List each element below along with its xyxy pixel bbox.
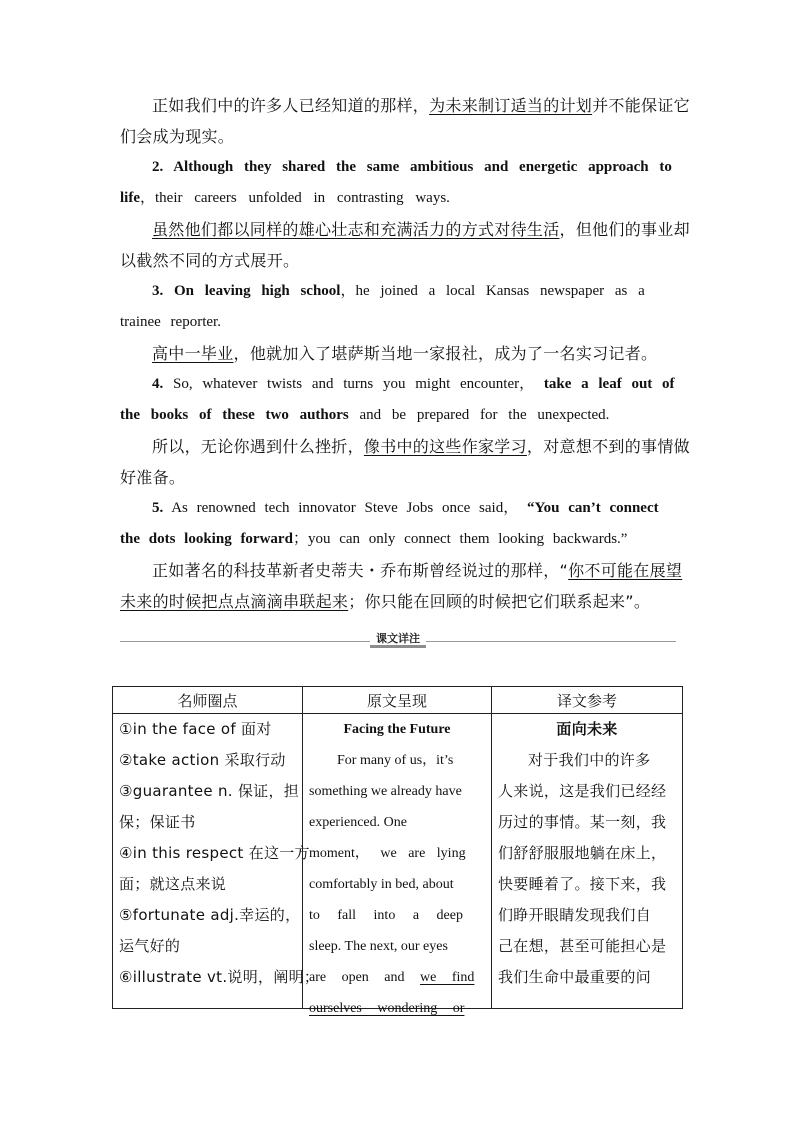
translation-line: 己在想，甚至可能担心是	[498, 937, 667, 955]
translation-line: 人来说，这是我们已经经	[498, 782, 667, 800]
paragraph-1-line-1	[120, 90, 690, 121]
note-item: ⑤fortunate adj.幸运的，	[119, 906, 301, 924]
notes-cell	[113, 714, 320, 1009]
section-divider	[120, 632, 676, 646]
sentence-2-en-line-1	[120, 152, 676, 183]
text-span: ，he joined a local Kansas newspaper as a	[340, 283, 645, 299]
sentence-2-cn-line-2: 以截然不同的方式展开。	[120, 251, 300, 270]
underlined-phrase: 未来的时候把点点滴滴串联起来	[120, 592, 349, 611]
note-item: ①in the face of 面对	[119, 720, 272, 738]
table-header-row	[113, 687, 683, 714]
text-span: 所以，无论你遇到什么挫折，	[152, 437, 364, 456]
original-line: For many of us，it’s	[337, 753, 454, 768]
original-line: something we already have	[309, 784, 462, 799]
sentence-number: 4.	[152, 376, 164, 392]
sentence-3-en-line-1	[120, 276, 676, 307]
bold-phrase: life	[120, 190, 140, 206]
translation-line: 快要睡着了。接下来，我	[498, 875, 667, 893]
note-item: ④in this respect 在这一方	[119, 844, 310, 862]
header-original: 原文呈现	[303, 687, 492, 714]
sentence-2-en-line-2	[120, 183, 676, 214]
translation-line: 们睁开眼睛发现我们自	[498, 906, 652, 924]
table-row	[113, 714, 683, 1009]
sentence-number: 2.	[152, 159, 164, 175]
text-span: Although they shared the same ambitious and energetic approach to	[173, 159, 672, 175]
original-text-cell	[303, 714, 492, 1016]
text-span: ，他就加入了堪萨斯当地一家报社，成为了一名实习记者。	[233, 344, 658, 363]
translation-title: 面向未来	[556, 720, 618, 738]
text-span: ；you can only connect them looking backwards.”	[292, 531, 628, 547]
header-translation: 译文参考	[492, 687, 683, 714]
original-line: comfortably in bed, about	[309, 877, 454, 892]
text-span: As renowned tech innovator Steve Jobs once said，	[171, 500, 519, 516]
bold-phrase: the dots looking forward	[120, 531, 293, 547]
note-item: ⑥illustrate vt.说明，阐明；	[119, 968, 320, 986]
bold-phrase: take a leaf out of	[543, 376, 675, 392]
underlined-phrase: 像书中的这些作家学习	[363, 437, 527, 456]
text-span: ，对意想不到的事情做	[526, 437, 690, 456]
sentence-number: 5.	[152, 500, 164, 516]
section-label: 课文详注	[370, 632, 426, 648]
note-item: 面；就这点来说	[119, 875, 227, 893]
translation-line: 历过的事情。某一刻，我	[498, 813, 667, 831]
note-item: 运气好的	[119, 937, 181, 955]
sentence-4-cn-line-1	[120, 431, 690, 462]
text-body	[120, 90, 690, 617]
sentence-4-en-line-1	[120, 369, 676, 400]
underlined-phrase: 高中一毕业	[152, 344, 234, 363]
sentence-5-cn-line-2	[120, 586, 676, 617]
text-span: and be prepared for the unexpected.	[359, 407, 610, 423]
sentence-3-cn-line-1	[120, 338, 676, 369]
text-span: 并不能保证它	[592, 96, 690, 115]
translation-line: 我们生命中最重要的问	[498, 968, 652, 986]
text-span: 正如著名的科技革新者史蒂夫・乔布斯曾经说过的那样，“	[152, 561, 569, 580]
original-line: to fall into a deep	[309, 908, 463, 923]
sentence-5-cn-line-1	[120, 555, 683, 586]
original-line: sleep. The next, our eyes	[309, 939, 448, 954]
translation-line: 们舒舒服服地躺在床上，	[498, 844, 667, 862]
original-line: moment， we are lying	[309, 846, 466, 861]
note-item: 保；保证书	[119, 813, 196, 831]
bold-phrase: On leaving high school	[174, 283, 341, 299]
original-line	[309, 962, 485, 993]
underlined-phrase: 虽然他们都以同样的雄心壮志和充满活力的方式对待生活	[152, 220, 560, 239]
text-span: ，但他们的事业却	[559, 220, 690, 239]
translation-line: 对于我们中的许多	[528, 751, 651, 769]
sentence-3-en-line-2: trainee reporter.	[120, 314, 221, 330]
bold-phrase: “You can’t connect	[526, 500, 659, 516]
bold-phrase: the books of these two authors	[120, 407, 349, 423]
note-item: ③guarantee n. 保证，担	[119, 782, 300, 800]
sentence-2-cn-line-1	[120, 214, 690, 245]
original-line: ourselves wondering or	[309, 1001, 465, 1016]
original-title: Facing the Future	[343, 722, 451, 737]
sentence-4-cn-line-2: 好准备。	[120, 468, 186, 487]
sentence-4-en-line-2	[120, 400, 676, 431]
header-notes: 名师圈点	[113, 687, 303, 714]
text-span: are open and	[309, 970, 405, 985]
sentence-5-en-line-1	[120, 493, 676, 524]
text-span: ；你只能在回顾的时候把它们联系起来”。	[348, 592, 651, 611]
sentence-number: 3.	[152, 283, 164, 299]
underlined-phrase: we find	[420, 970, 475, 985]
original-line: experienced. One	[309, 815, 407, 830]
translation-cell	[492, 714, 683, 1009]
paragraph-1-line-2: 们会成为现实。	[120, 127, 235, 146]
sentence-5-en-line-2	[120, 524, 676, 555]
underlined-phrase: 为未来制订适当的计划	[429, 96, 593, 115]
text-span: ，their careers unfolded in contrasting ways.	[140, 190, 450, 206]
notes-table	[112, 686, 683, 1016]
text-span: 正如我们中的许多人已经知道的那样，	[152, 96, 430, 115]
text-span: So, whatever twists and turns you might encounter，	[173, 376, 535, 392]
note-item: ②take action 采取行动	[119, 751, 286, 769]
underlined-phrase: 你不可能在展望	[568, 561, 683, 580]
